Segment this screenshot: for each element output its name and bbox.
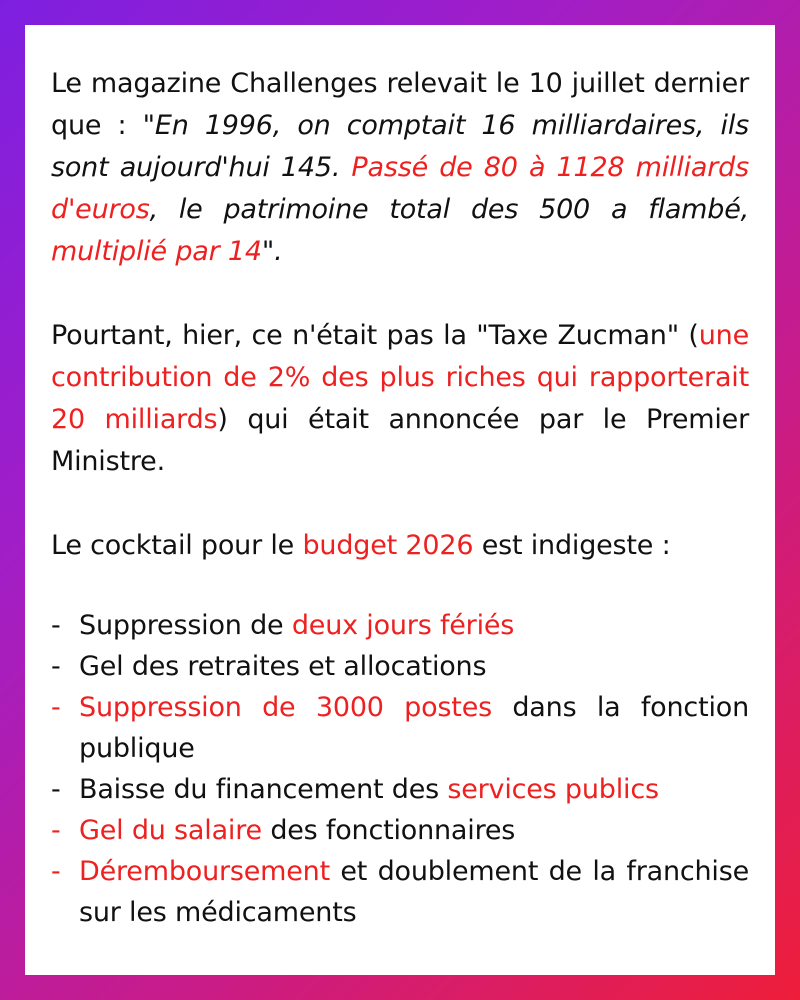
list-item-text: Gel des retraites et allocations: [79, 651, 487, 682]
list-dash: -: [51, 651, 61, 682]
list-item-highlight: services publics: [447, 774, 659, 805]
p3-text-a: Le cocktail pour le: [51, 530, 303, 561]
p1-text-a: Le magazine Challenges relevait le 10 juillet dernier que :: [51, 68, 749, 141]
list-item: [51, 687, 749, 769]
list-dash: -: [51, 774, 61, 805]
measures-list: [51, 605, 749, 933]
list-item: [51, 605, 749, 646]
list-dash: -: [51, 815, 61, 846]
p2-highlight-contribution: une contribution de 2% des plus riches qui rapporterait 20 milliards: [51, 320, 749, 435]
text-card: [25, 25, 775, 975]
list-item: [51, 646, 749, 687]
p1-quote-middle: , le patrimoine total des 500 a flambé,: [149, 194, 749, 225]
list-item: [51, 851, 749, 933]
list-dash: -: [51, 856, 61, 887]
p3-text-c: est indigeste :: [473, 530, 671, 561]
list-item-highlight: deux jours fériés: [291, 610, 515, 641]
paragraph-taxe-zucman: [51, 315, 749, 483]
p2-text-a: Pourtant, hier, ce n'était pas la "Taxe Zucman" (: [51, 320, 699, 351]
list-item-text: Suppression de: [79, 610, 292, 641]
list-item-text: Baisse du financement des: [79, 774, 448, 805]
p2-text-c: ) qui était annoncée par le Premier Ministre.: [51, 404, 749, 477]
list-item-highlight: Suppression de 3000 postes: [79, 692, 492, 723]
list-item: [51, 810, 749, 851]
list-item-highlight: Déremboursement: [79, 856, 330, 887]
p1-quote-end: ".: [261, 236, 283, 267]
list-item-text-end: et doublement de la franchise sur les médicaments: [79, 856, 749, 928]
list-item-text-end: des fonctionnaires: [261, 815, 516, 846]
list-dash: -: [51, 692, 61, 723]
list-dash: -: [51, 610, 61, 641]
p1-quote-start: "En 1996, on comptait 16 milliardaires, ils sont aujourd'hui 145.: [51, 110, 749, 183]
paragraph-challenges: [51, 63, 749, 273]
paragraph-budget: [51, 525, 749, 567]
p1-highlight-patrimoine: Passé de 80 à 1128 milliards d'euros: [51, 152, 749, 225]
p1-highlight-multiplie: multiplié par 14: [51, 236, 262, 267]
p3-highlight-budget: budget 2026: [302, 530, 474, 561]
list-item: [51, 769, 749, 810]
list-item-highlight: Gel du salaire: [79, 815, 262, 846]
list-item-text-end: dans la fonction publique: [79, 692, 749, 764]
